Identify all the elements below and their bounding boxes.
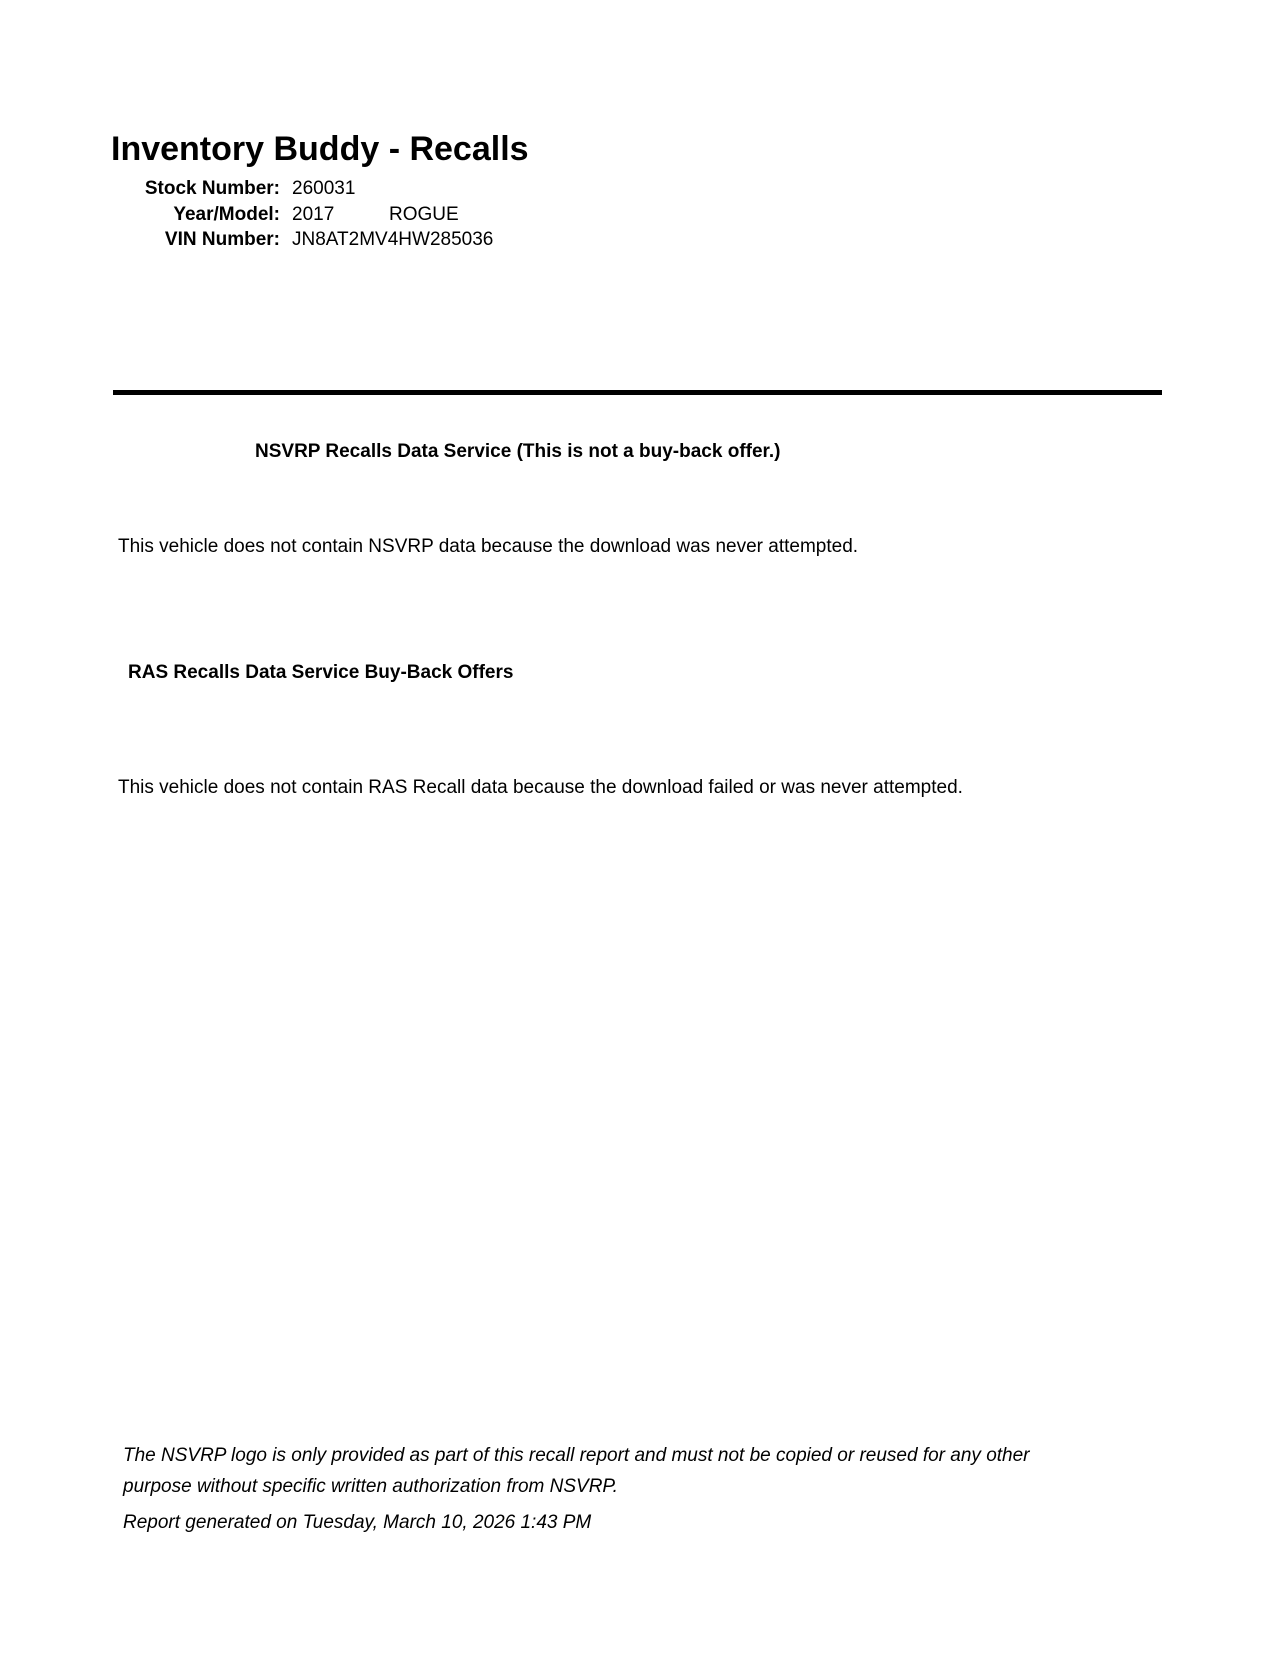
vin-label: VIN Number: <box>164 229 280 250</box>
ras-section-body: This vehicle does not contain RAS Recall data because the download failed or was never attempted. <box>118 777 963 798</box>
year-model-row <box>112 202 493 228</box>
vin-value: JN8AT2MV4HW285036 <box>292 229 494 250</box>
vin-row <box>112 227 493 253</box>
footer-disclaimer <box>123 1440 1030 1502</box>
year-value: 2017 <box>292 203 335 225</box>
vehicle-info-block <box>112 176 493 253</box>
stock-number-label: Stock Number: <box>144 178 280 199</box>
ras-section-heading: RAS Recalls Data Service Buy-Back Offers <box>128 662 514 683</box>
footer-disclaimer-line-1: The NSVRP logo is only provided as part of this recall report and must not be copied or reused for any other <box>123 1445 1030 1466</box>
year-model-values <box>292 202 459 228</box>
stock-number-row <box>112 176 493 202</box>
section-divider-rule <box>113 390 1162 395</box>
page-title: Inventory Buddy - Recalls <box>111 130 529 168</box>
nsvrp-section-heading: NSVRP Recalls Data Service (This is not a buy-back offer.) <box>255 441 781 462</box>
stock-number-value: 260031 <box>292 178 356 199</box>
report-generated-text: Report generated on Tuesday, March 10, 2026 1:43 PM <box>123 1512 592 1533</box>
footer-disclaimer-line-2: purpose without specific written authorization from NSVRP. <box>123 1476 618 1497</box>
year-model-label: Year/Model: <box>173 203 280 225</box>
nsvrp-section-body: This vehicle does not contain NSVRP data because the download was never attempted. <box>118 536 859 557</box>
model-value: ROGUE <box>389 203 459 225</box>
